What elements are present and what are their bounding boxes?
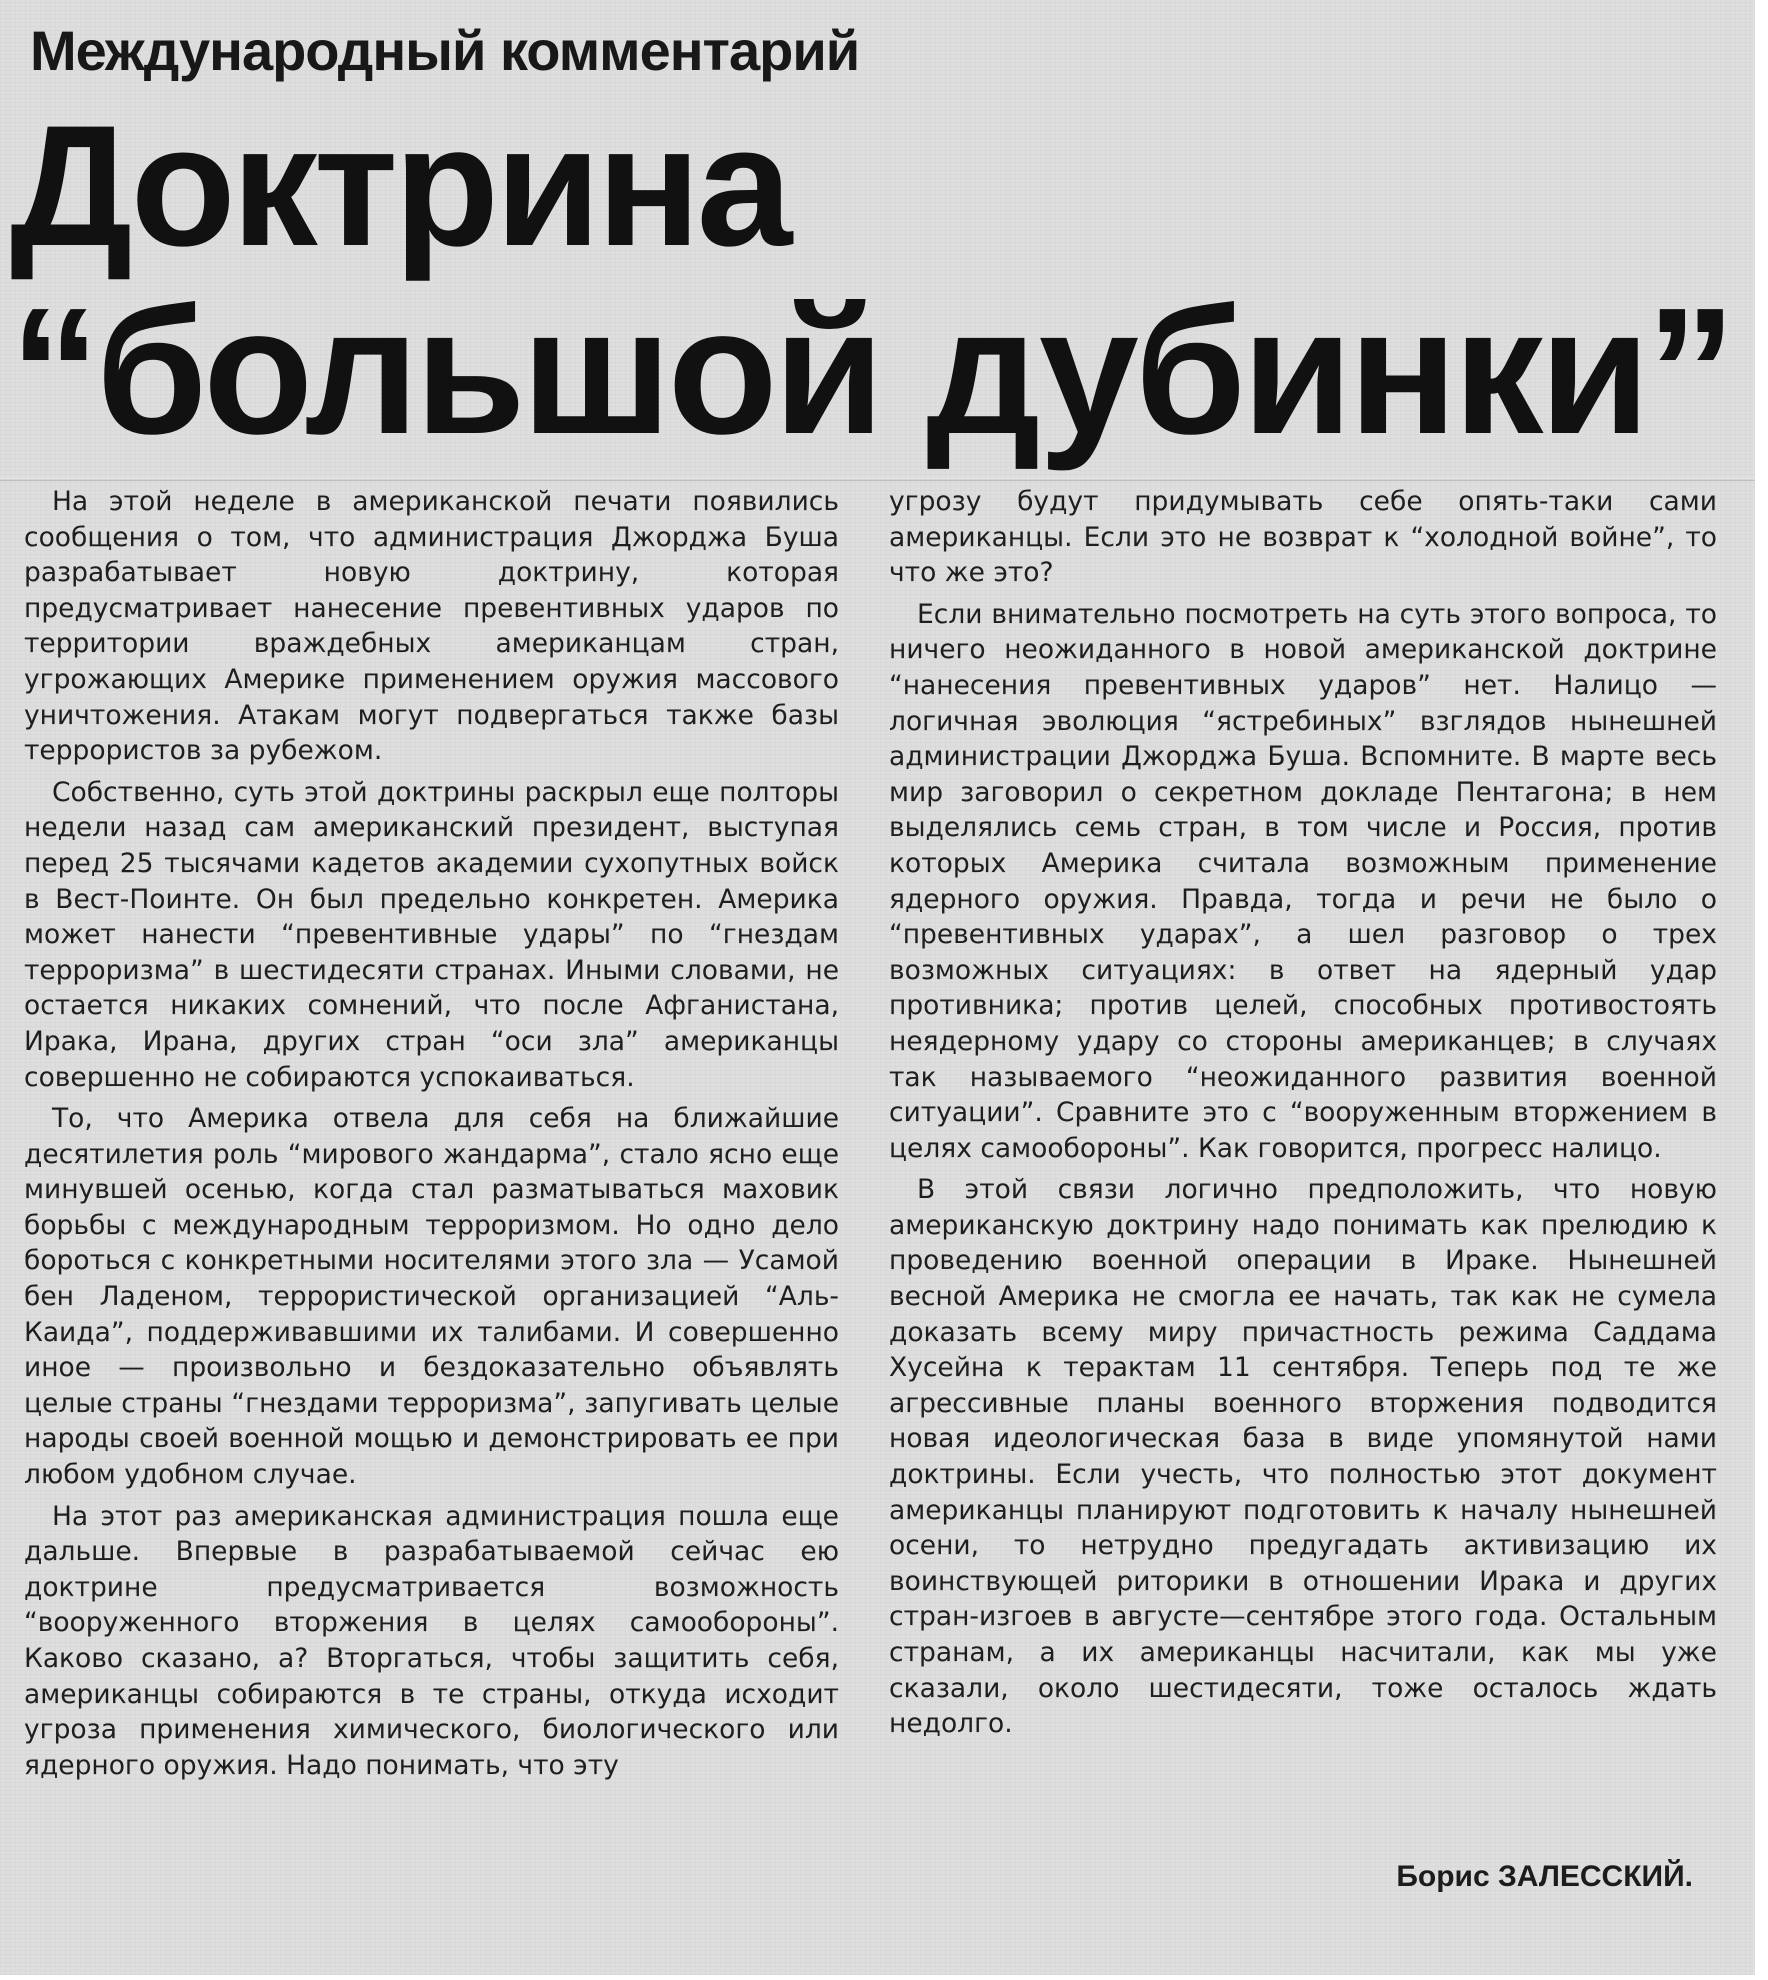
paragraph: На этот раз американская администрация пошла еще дальше. Впервые в разрабатываемой сейчас ею доктрине предусматривается возможность “вооруженного вторжения в целях самообороны”. Каково сказано, а? Вторгаться, чтобы защитить себя, американцы собираются в те страны, откуда исходит угроза применения химического, биологического или ядерного оружия. Надо понимать, что эту [24, 1500, 839, 1781]
paragraph: Если внимательно посмотреть на суть этого вопроса, то ничего неожиданного в новой американской доктрине “нанесения превентивных ударов” нет. Налицо — логичная эволюция “ястребиных” взглядов нынешней администрации Джорджа Буша. Вспомните. В марте весь мир заговорил о секретном докладе Пентагона; в нем выделялись семь стран, в том числе и Россия, против которых Америка считала возможным применение ядерного оружия. Правда, тогда и речи не было о “превентивных ударах”, а шел разговор о трех возможных ситуациях: в ответ на ядерный удар противника; против целей, способных противостоять неядерному удару со стороны американцев; в случаях так называемого “неожиданного развития военной ситуации”. Сравните это с “вооруженным вторжением в целях самообороны”. Как говорится, прогресс налицо. [889, 598, 1717, 1164]
article-column-left [24, 484, 839, 1783]
paragraph-continuation: угрозу будут придумывать себе опять-таки сами американцы. Если это не возврат к “холодной войне”, то что же это? [889, 486, 1717, 589]
article-column-right [889, 484, 1717, 1742]
paragraph: В этой связи логично предположить, что новую американскую доктрину надо понимать как прелюдию к проведению военной операции в Ираке. Нынешней весной Америка не смогла ее начать, так как не сумела доказать всему миру причастность режима Саддама Хусейна к терактам 11 сентября. Теперь под те же агрессивные планы военного вторжения подводится новая идеологическая база в виде упомянутой нами доктрины. Если учесть, что полностью этот документ американцы планируют подготовить к началу нынешней осени, то нетрудно предугадать активизацию их воинствующей риторики в отношении Ирака и других стран-изгоев в августе—сентябре этого года. Остальным странам, а их американцы насчитали, как мы уже сказали, около шестидесяти, тоже осталось ждать недолго. [889, 1174, 1717, 1740]
paper-fold-line [0, 478, 1755, 481]
paragraph: Собственно, суть этой доктрины раскрыл еще полторы недели назад сам американский президент, выступая перед 25 тысячами кадетов академии сухопутных войск в Вест-Поинте. Он был предельно конкретен. Америка может нанести “превентивные удары” по “гнездам терроризма” в шестидесяти странах. Иными словами, не остается никаких сомнений, что после Афганистана, Ирака, Ирана, других стран “оси зла” американцы совершенно не собираются успокаиваться. [24, 776, 839, 1093]
paragraph: На этой неделе в американской печати появились сообщения о том, что администрация Джорджа Буша разрабатывает новую доктрину, которая предусматривает нанесение превентивных ударов по территории враждебных американцам стран, угрожающих Америке применением оружия массового уничтожения. Атакам могут подвергаться также базы террористов за рубежом. [24, 486, 839, 767]
paragraph: То, что Америка отвела для себя на ближайшие десятилетия роль “мирового жандарма”, стало ясно еще минувшей осенью, когда стал разматываться маховик борьбы с международным терроризмом. Но одно дело бороться с конкретными носителями этого зла — Усамой бен Ладеном, террористической организацией “Аль-Каида”, поддерживавшими их талибами. И совершенно иное — произвольно и бездоказательно объявлять целые страны “гнездами терроризма”, запугивать целые народы своей военной мощью и демонстрировать ее при любом удобном случае. [24, 1103, 839, 1491]
author-signature: Борис ЗАЛЕССКИЙ. [1396, 1860, 1693, 1893]
rubric-heading: Международный комментарий [30, 19, 860, 82]
headline-line-2: “большой дубинки” [10, 271, 1733, 472]
headline-line-1: Доктрина [10, 90, 789, 282]
